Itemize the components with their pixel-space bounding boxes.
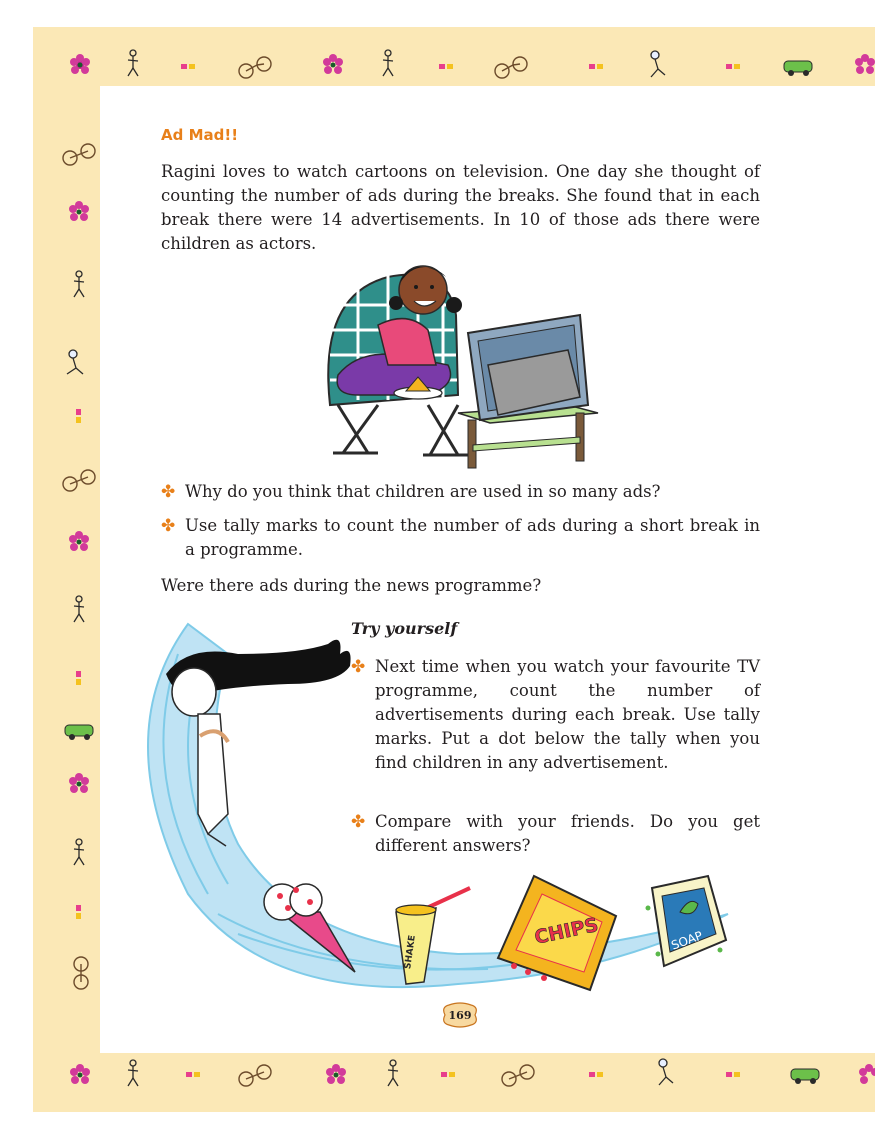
bicycle-icon xyxy=(239,57,271,78)
question-item xyxy=(161,480,760,504)
flower-icon xyxy=(69,531,89,551)
activity-item xyxy=(351,655,760,775)
intro-paragraph: Ragini loves to watch cartoons on television. One day she thought of counting the number of ads during the breaks. She found that in each break there were 14 advertisements. In 10 of those ads there were children as actors. xyxy=(161,162,760,253)
bullet-icon: ✤ xyxy=(351,812,366,832)
shake-cup-illustration xyxy=(378,882,478,990)
activity-text: Next time when you watch your favourite TV programme, count the number of advertisements during each break. Use tally marks. Put a dot below the tally when you find children in any advertisement. xyxy=(375,657,760,772)
flower-icon xyxy=(323,54,343,74)
activity-item xyxy=(351,810,760,858)
stick-figure-icon xyxy=(128,1060,138,1086)
stick-figure-icon xyxy=(388,1060,398,1086)
running-girl-icon xyxy=(659,1059,673,1085)
running-girl-icon xyxy=(67,350,83,374)
running-girl-icon xyxy=(651,51,665,77)
bottom-border-motifs xyxy=(33,1053,875,1112)
top-border-motifs xyxy=(33,27,875,86)
bicycle-icon xyxy=(63,470,95,491)
bullet-icon: ✤ xyxy=(351,657,366,677)
car-icon xyxy=(791,1069,819,1084)
candy-icon xyxy=(726,1072,740,1077)
candy-icon xyxy=(76,905,81,919)
news-question: Were there ads during the news programme? xyxy=(161,576,542,595)
ice-cream-cone-illustration xyxy=(250,872,360,982)
left-border-motifs xyxy=(33,86,100,1053)
try-yourself-heading: Try yourself xyxy=(351,619,458,638)
shake-label: SHAKE xyxy=(403,934,418,970)
stick-figure-icon xyxy=(383,50,393,76)
question-item xyxy=(161,514,760,562)
page-number: 169 xyxy=(448,1009,472,1022)
bicycle-icon xyxy=(63,144,95,165)
candy-icon xyxy=(76,671,81,685)
chips-packet-illustration xyxy=(494,872,624,992)
flower-icon xyxy=(70,54,90,74)
candy-icon xyxy=(181,64,195,69)
stick-figure-icon xyxy=(128,50,138,76)
girl-watching-tv-illustration xyxy=(318,255,608,473)
activity-text: Compare with your friends. Do you get different answers? xyxy=(375,812,760,855)
flower-icon xyxy=(69,773,89,793)
bullet-icon: ✤ xyxy=(161,516,176,536)
candy-icon xyxy=(589,1072,603,1077)
flower-icon xyxy=(859,1064,875,1084)
candy-icon xyxy=(589,64,603,69)
car-icon xyxy=(784,61,812,76)
stick-figure-icon xyxy=(74,839,84,865)
page-number-badge xyxy=(441,1001,479,1029)
bullet-icon: ✤ xyxy=(161,482,176,502)
flower-icon xyxy=(855,54,875,74)
bicycle-icon xyxy=(74,957,88,989)
flower-icon xyxy=(70,1064,90,1084)
candy-icon xyxy=(186,1072,200,1077)
car-icon xyxy=(65,725,93,740)
bicycle-icon xyxy=(502,1065,534,1086)
candy-icon xyxy=(441,1072,455,1077)
stick-figure-icon xyxy=(74,271,84,297)
candy-icon xyxy=(726,64,740,69)
flower-icon xyxy=(69,201,89,221)
bicycle-icon xyxy=(239,1065,271,1086)
stick-figure-icon xyxy=(74,596,84,622)
bicycle-icon xyxy=(495,57,527,78)
flower-icon xyxy=(326,1064,346,1084)
soap-box-illustration xyxy=(636,874,730,970)
section-heading: Ad Mad!! xyxy=(161,126,239,144)
question-text: Use tally marks to count the number of ads during a short break in a programme. xyxy=(185,516,760,559)
candy-icon xyxy=(439,64,453,69)
candy-icon xyxy=(76,409,81,423)
question-text: Why do you think that children are used in so many ads? xyxy=(185,482,661,501)
chips-label: CHIPS xyxy=(532,913,601,949)
soap-label: SOAP xyxy=(669,928,705,953)
